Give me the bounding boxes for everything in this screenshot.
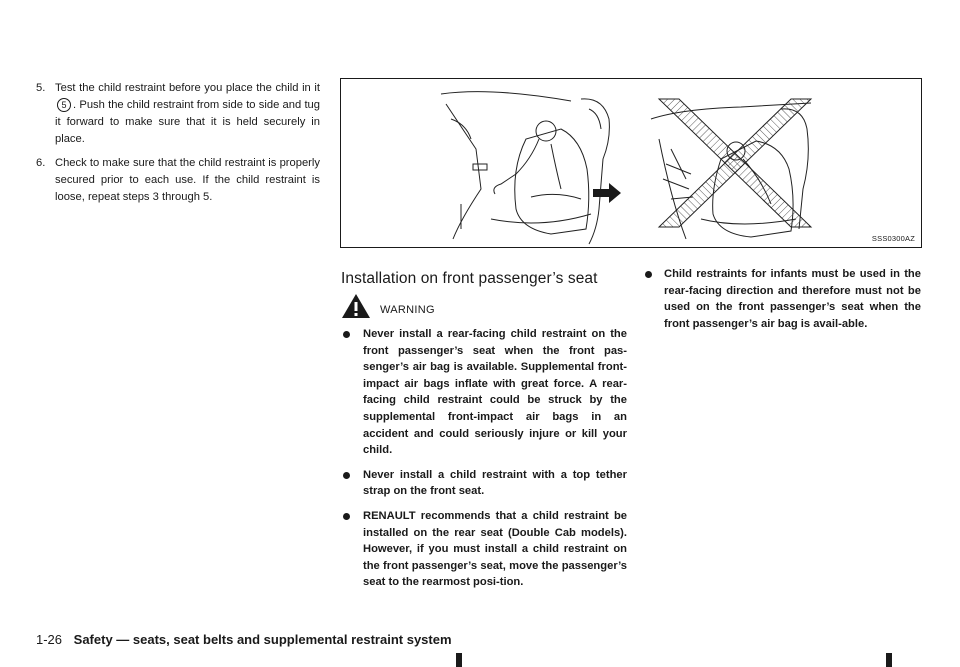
- warning-list: [343, 326, 627, 599]
- bullet-icon: [343, 331, 350, 338]
- section-title: Installation on front passenger’s seat: [341, 270, 598, 287]
- crop-mark: [456, 653, 462, 667]
- page-number: 1-26: [36, 632, 63, 647]
- bullet-icon: [343, 513, 350, 520]
- step-number: 5.: [36, 82, 46, 94]
- prohibition-cross-icon: [659, 99, 811, 227]
- bullet-icon: [645, 271, 652, 278]
- warning-item: [343, 508, 627, 591]
- step-5: [36, 80, 320, 148]
- infant-note-list: [645, 266, 921, 332]
- steps-list: [36, 80, 320, 213]
- illustration-figure: [340, 78, 922, 248]
- infant-note: [645, 266, 921, 332]
- correct-installation-drawing: [441, 92, 609, 244]
- warning-item: [343, 326, 627, 459]
- warning-text: RENAULT recommends that a child restraint be installed on the rear seat (Double Cab models). However, if you must install a child restraint on the front passenger’s seat, move the passenger’s seat to the rearmost posi-tion.: [363, 509, 627, 589]
- arrow-icon: [593, 183, 621, 203]
- warning-label: WARNING: [380, 304, 435, 316]
- warning-icon: [341, 293, 371, 319]
- child-seat-illustration: [341, 79, 921, 247]
- figure-code: SSS0300AZ: [871, 234, 915, 243]
- warning-text: Never install a rear-facing child restraint on the front passenger’s seat when the front pas-senger’s air bag is available. Supplemental front-impact air bags inflate with great force. A rear-facing child restraint could be struck by the supplemental front-impact air bags in an accident and could seriously injure or kill your child.: [363, 328, 627, 457]
- callout-number: 5: [57, 98, 71, 112]
- page-footer: [36, 632, 452, 647]
- warning-text: Never install a child restraint with a top tether strap on the front seat.: [363, 468, 627, 498]
- infant-note-text: Child restraints for infants must be used in the rear-facing direction and therefore must not be used on the front passenger’s seat when the front passenger’s air bag is avail-able.: [664, 268, 921, 330]
- chapter-title: Safety — seats, seat belts and supplemental restraint system: [73, 632, 452, 647]
- warning-item: [343, 467, 627, 500]
- step-text: Check to make sure that the child restraint is properly secured prior to each use. If the child restraint is loose, repeat steps 3 through 5.: [55, 157, 320, 203]
- crop-mark: [886, 653, 892, 667]
- step-number: 6.: [36, 157, 46, 169]
- step-text-start: Test the child restraint before you place the child in it: [55, 82, 320, 94]
- step-6: [36, 155, 320, 206]
- step-text-end: . Push the child restraint from side to side and tug it forward to make sure that it is held securely in place.: [55, 99, 320, 145]
- bullet-icon: [343, 472, 350, 479]
